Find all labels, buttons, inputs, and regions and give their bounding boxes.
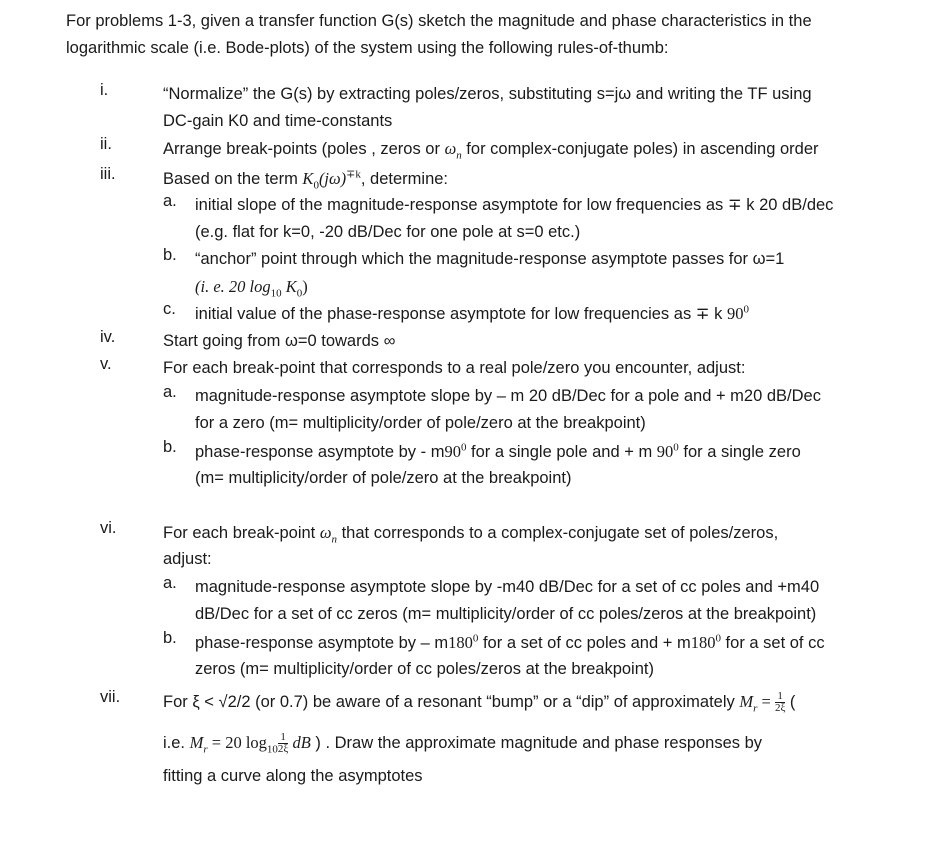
fraction-denominator: 2ξ [277, 743, 289, 756]
text-fragment: , determine: [360, 170, 449, 188]
subscript: r [203, 743, 208, 756]
sub-letter: b. [163, 438, 177, 456]
rule-number: iv. [100, 328, 116, 346]
rule-line: “Normalize” the G(s) by extracting poles/zeros, substituting s=jω and writing the TF using [163, 85, 812, 103]
intro-paragraph [66, 8, 926, 62]
text-fragment: i.e. [163, 734, 190, 752]
text-fragment: for a single pole and + m [466, 443, 657, 461]
sub-text [195, 438, 895, 492]
sub-line: (e.g. flat for k=0, -20 dB/Dec for one pole at s=0 etc.) [195, 223, 581, 241]
superscript: 0 [715, 632, 721, 645]
text-fragment: for a set of cc poles and + m [478, 634, 691, 652]
rule-text [163, 355, 903, 382]
rule-text [163, 688, 943, 715]
sub-line [195, 300, 895, 327]
math-k: K [302, 169, 314, 188]
rule-line: fitting a curve along the asymptotes [163, 767, 423, 785]
sub-text [195, 246, 895, 300]
text-fragment: that corresponds to a complex-conjugate set of poles/zeros, [337, 524, 779, 542]
sub-line: magnitude-response asymptote slope by – m 20 dB/Dec for a pole and + m20 dB/Dec [195, 387, 821, 405]
rule-text [163, 81, 903, 135]
rule-number: v. [100, 355, 112, 373]
math-db: dB [288, 733, 311, 752]
subscript: r [753, 702, 758, 715]
math-m: M [189, 733, 204, 752]
superscript: 0 [460, 441, 467, 454]
sub-text [195, 192, 895, 246]
sub-line: “anchor” point through which the magnitude-response asymptote passes for ω=1 [195, 250, 785, 268]
text-fragment: phase-response asymptote by – m [195, 634, 449, 652]
superscript: 0 [673, 441, 679, 454]
text-fragment: initial value of the phase-response asymptote for low frequencies as ∓ k [195, 305, 728, 323]
text-fragment: ) . Draw the approximate magnitude and phase responses by [310, 734, 763, 752]
omega-symbol: ω [319, 523, 332, 542]
sub-line: for a zero (m= multiplicity/order of pole/zero at the breakpoint) [195, 414, 646, 432]
math-fragment: ) [302, 277, 308, 296]
sub-line [195, 629, 895, 656]
math-90: 90 [444, 442, 461, 461]
sub-letter: c. [163, 300, 176, 318]
math-jw: (jω) [318, 169, 347, 188]
sub-text [195, 383, 895, 437]
sub-letter: b. [163, 246, 177, 264]
sub-line [195, 438, 895, 465]
text-fragment: ( [785, 693, 796, 711]
text-fragment: for a single zero [678, 443, 801, 461]
fraction-denominator: 2ξ [774, 702, 786, 715]
math-equals: = [757, 692, 775, 711]
rule-line [163, 688, 943, 715]
text-fragment: Based on the term [163, 170, 303, 188]
sub-letter: a. [163, 574, 177, 592]
superscript: ∓k [346, 168, 361, 181]
sub-text [195, 629, 895, 683]
rule-text [163, 135, 903, 162]
rule-line [163, 519, 903, 546]
math-180: 180 [448, 633, 473, 652]
sub-letter: a. [163, 383, 177, 401]
math-90: 90 [727, 304, 744, 323]
text-fragment: For ξ < √2/2 (or 0.7) be aware of a resonant “bump” or a “dip” of approximately [163, 693, 740, 711]
subscript: n [331, 533, 337, 546]
fraction [278, 732, 288, 755]
rule-text [163, 165, 903, 192]
text-fragment: for a set of cc [720, 634, 825, 652]
subscript: 10 [266, 743, 278, 756]
text-fragment: Arrange break-points (poles , zeros or [163, 140, 445, 158]
math-180: 180 [690, 633, 716, 652]
rule-number: ii. [100, 135, 112, 153]
rule-number: vi. [100, 519, 117, 537]
rule-line [163, 165, 903, 192]
math-k: K [281, 277, 297, 296]
rule-text [163, 763, 903, 790]
fraction-numerator: 1 [278, 732, 288, 744]
rule-line [163, 729, 943, 756]
math-fragment: (i. e. 20 log [195, 277, 271, 296]
sub-line: zeros (m= multiplicity/order of cc poles/zeros at the breakpoint) [195, 660, 654, 678]
subscript: 0 [313, 179, 319, 192]
subscript: n [456, 149, 462, 162]
text-fragment: phase-response asymptote by - m [195, 443, 445, 461]
subscript: 0 [296, 287, 303, 300]
superscript: 0 [743, 303, 750, 316]
rule-line [163, 135, 903, 162]
rule-text [163, 328, 903, 355]
sub-line: initial slope of the magnitude-response asymptote for low frequencies as ∓ k 20 dB/dec [195, 196, 834, 214]
sub-text [195, 300, 895, 327]
sub-letter: a. [163, 192, 177, 210]
text-fragment: for complex-conjugate poles) in ascending order [461, 140, 819, 158]
rule-text [163, 519, 903, 573]
rule-number: i. [100, 81, 109, 99]
rule-line: adjust: [163, 550, 212, 568]
math-m: M [739, 692, 754, 711]
rule-line: Start going from ω=0 towards ∞ [163, 332, 396, 350]
rule-line: For each break-point that corresponds to a real pole/zero you encounter, adjust: [163, 359, 746, 377]
sub-line [195, 273, 895, 300]
sub-letter: b. [163, 629, 177, 647]
intro-line-1: For problems 1-3, given a transfer function G(s) sketch the magnitude and phase characteristics in the [66, 12, 812, 30]
subscript: 10 [270, 287, 282, 300]
superscript: 0 [472, 632, 479, 645]
math-fragment: = 20 log [207, 733, 267, 752]
sub-line: magnitude-response asymptote slope by -m40 dB/Dec for a set of cc poles and +m40 [195, 578, 820, 596]
sub-text [195, 574, 895, 628]
rule-number: vii. [100, 688, 121, 706]
sub-line: dB/Dec for a set of cc zeros (m= multiplicity/order of cc poles/zeros at the breakpoint) [195, 605, 817, 623]
omega-symbol: ω [444, 139, 457, 158]
math-90: 90 [656, 442, 674, 461]
fraction [775, 691, 785, 714]
fraction-numerator: 1 [775, 691, 785, 703]
sub-line: (m= multiplicity/order of pole/zero at the breakpoint) [195, 469, 572, 487]
rule-text [163, 729, 943, 756]
intro-line-2: logarithmic scale (i.e. Bode-plots) of the system using the following rules-of-thumb: [66, 39, 669, 57]
rule-line: DC-gain K0 and time-constants [163, 112, 393, 130]
rule-number: iii. [100, 165, 116, 183]
text-fragment: For each break-point [163, 524, 320, 542]
